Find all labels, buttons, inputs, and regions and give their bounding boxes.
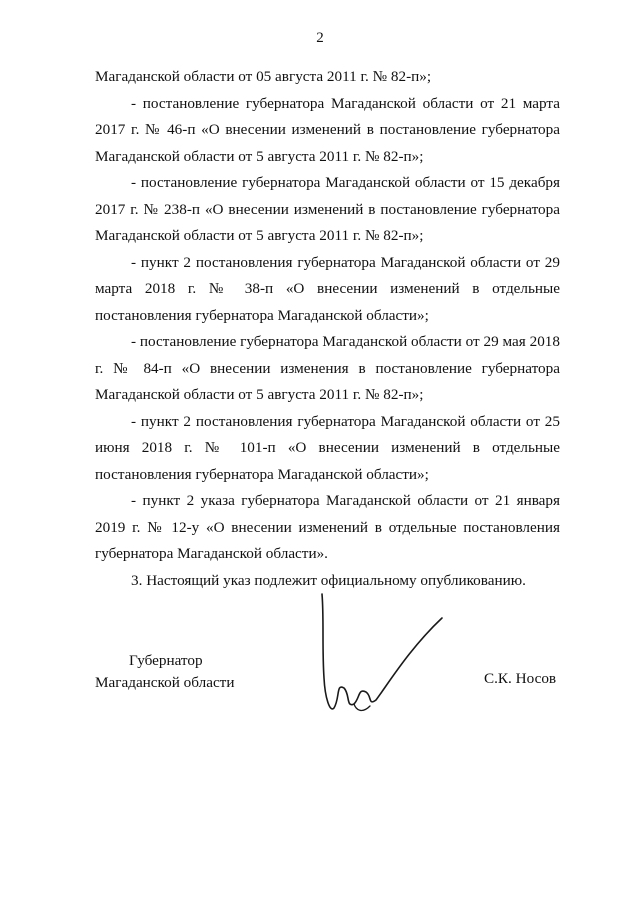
document-body <box>95 64 560 594</box>
paragraph-publication-clause: 3. Настоящий указ подлежит официальному опубликованию. <box>131 571 526 589</box>
list-item-resolution-238p: - постановление губернатора Магаданской области от 15 декабря 2017 г. № 238-п «О внесении изменений в постановление губернатора Магаданской области от 5 августа 2011 г. № 82-п»; <box>95 174 560 244</box>
list-item-decree-12u: - пункт 2 указа губернатора Магаданской области от 21 января 2019 г. № 12-у «О внесении изменений в отдельные постановления губернатора Магаданской области». <box>95 492 560 562</box>
list-item-resolution-101p: - пункт 2 постановления губернатора Магаданской области от 25 июня 2018 г. № 101-п «О внесении изменений в отдельные постановления губернатора Магаданской области»; <box>95 412 560 483</box>
signatory-name: С.К. Носов <box>484 670 557 687</box>
handwritten-signature <box>310 588 460 723</box>
list-item-resolution-84p: - постановление губернатора Магаданской области от 29 мая 2018 г. № 84-п «О внесении изменения в постановление губернатора Магаданской области от 5 августа 2011 г. № 82-п»; <box>95 333 560 403</box>
list-item-resolution-38p: - пункт 2 постановления губернатора Магаданской области от 29 марта 2018 г. № 38-п «О внесении изменений в отдельные постановления губернатора Магаданской области»; <box>95 253 560 324</box>
paragraph-continuation: Магаданской области от 05 августа 2011 г. № 82-п»; <box>95 68 432 85</box>
list-item-resolution-46p: - постановление губернатора Магаданской области от 21 марта 2017 г. № 46-п «О внесении изменений в постановление губернатора Магаданской области от 5 августа 2011 г. № 82-п»; <box>95 94 560 165</box>
signatory-title-line1: Губернатор <box>129 652 203 669</box>
page-number: 2 <box>316 30 324 46</box>
signatory-title-line2: Магаданской области <box>95 674 235 691</box>
signatory-title <box>95 650 234 694</box>
